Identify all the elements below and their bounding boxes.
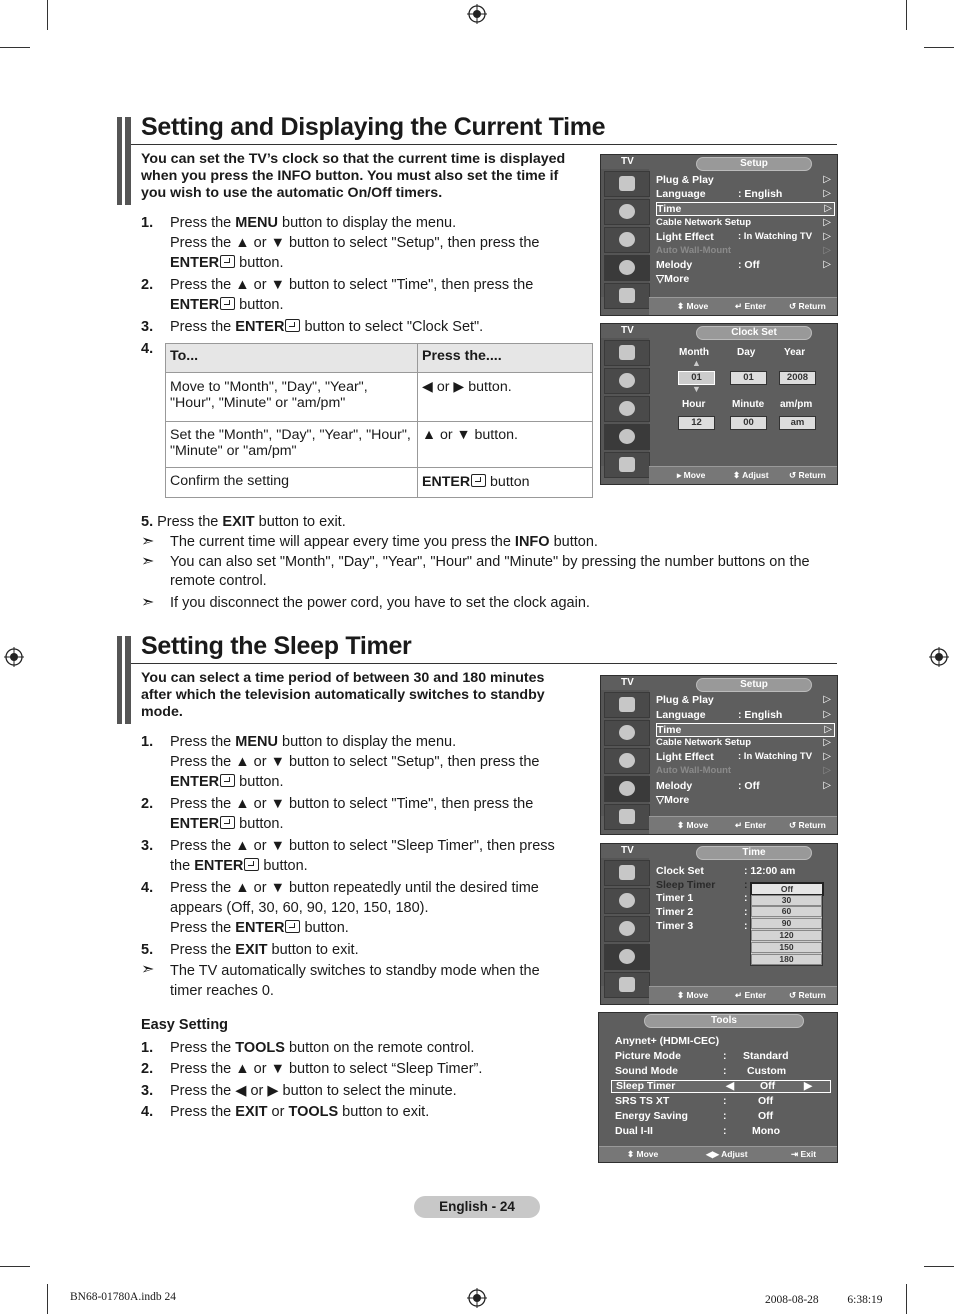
arrow-icon: ▷	[823, 174, 831, 185]
down-arrow-icon[interactable]: ▼	[692, 384, 701, 394]
channel-icon	[604, 748, 650, 774]
note-text: You can also set "Month", "Day", "Year", "Hour" and "Minute" by pressing the number buttons on the remote control.	[170, 554, 810, 589]
input-icon	[604, 452, 650, 478]
crop-mark	[924, 1266, 954, 1267]
osd-menu-item[interactable]	[656, 779, 833, 793]
sound-icon	[604, 199, 650, 225]
registration-mark-icon	[929, 647, 949, 667]
sleep-option[interactable]: 180	[751, 954, 822, 965]
step-number: 4.	[141, 880, 154, 896]
step-text: button.	[259, 858, 308, 874]
page-number-badge: English - 24	[414, 1196, 540, 1218]
osd-menu-item-selected[interactable]	[656, 202, 835, 216]
step-number: 5.	[141, 514, 154, 530]
tools-item-label: Energy Saving	[615, 1110, 688, 1122]
enter-hint: ↵ Enter	[735, 820, 767, 830]
step-text: Press the	[170, 1104, 236, 1120]
osd-item-value: : English	[738, 188, 783, 200]
step-key: MENU	[235, 215, 278, 231]
osd-menu-item[interactable]	[656, 272, 833, 286]
return-hint: ↺ Return	[789, 301, 826, 311]
osd-header: Setup	[696, 678, 812, 692]
tools-item-label: Dual I-II	[615, 1125, 653, 1137]
osd-sidebar	[601, 858, 649, 986]
arrow-icon: ▷	[823, 737, 831, 748]
year-field[interactable]: 2008	[779, 371, 816, 385]
osd-menu-item[interactable]	[656, 708, 833, 722]
step-number: 3.	[141, 1083, 154, 1099]
tools-item-value: Off	[758, 1110, 774, 1122]
input-icon	[604, 972, 650, 998]
osd-item-label: Sleep Timer	[656, 879, 716, 891]
crop-mark	[47, 0, 48, 30]
arrow-icon: ▷	[823, 231, 831, 242]
return-hint: ↺ Return	[789, 820, 826, 830]
osd-label: TV	[621, 677, 634, 688]
table-cell: Move to "Month", "Day", "Year", "Hour", "Minute" or "am/pm"	[166, 373, 418, 422]
sleep-option[interactable]: 30	[751, 895, 822, 906]
table-header: To...	[166, 344, 418, 373]
month-field[interactable]: 01	[678, 371, 715, 385]
step-key: EXIT	[235, 942, 268, 958]
tools-item-sep: :	[723, 1065, 727, 1077]
step-number: 3.	[141, 838, 154, 854]
step-text: Press the ▲ or ▼ button to select "Setup", then press the	[170, 235, 540, 251]
section-intro: You can select a time period of between 30 and 180 minutes after which the television automatically switches to standby mode.	[141, 670, 545, 720]
note-arrow-icon: ➣	[141, 553, 155, 570]
table-cell	[418, 468, 593, 498]
right-arrow-icon: ▶	[804, 1080, 813, 1092]
arrow-icon: ▷	[823, 245, 831, 256]
osd-label: TV	[621, 156, 634, 167]
step-key: ENTER	[194, 858, 244, 874]
clock-instructions-table	[165, 343, 593, 498]
step-text: the	[170, 858, 195, 874]
osd-item-label: Timer 2	[656, 906, 694, 918]
channel-icon	[604, 916, 650, 942]
step-text: Press the	[170, 1040, 236, 1056]
osd-footer	[649, 816, 837, 834]
osd-item-label: Cable Network Setup	[656, 217, 752, 228]
crop-mark	[924, 47, 954, 48]
tools-item-value: Off	[760, 1080, 776, 1092]
step-key: MENU	[235, 734, 278, 750]
setup-icon	[604, 424, 650, 450]
note-arrow-icon: ➣	[141, 961, 155, 978]
osd-menu-item[interactable]: Timer 3 :	[656, 920, 748, 932]
step-text: Press the ▲ or ▼ button to select "Time", then press the	[170, 277, 534, 293]
table-header: Press the....	[418, 344, 593, 373]
enter-hint: ↵ Enter	[735, 990, 767, 1000]
step-text: button.	[235, 255, 284, 271]
crop-mark	[906, 1284, 907, 1314]
osd-item-label: Time	[657, 203, 682, 215]
crop-mark	[47, 1284, 48, 1314]
sleep-option[interactable]: 60	[751, 906, 822, 917]
step-number: 2.	[141, 277, 154, 293]
osd-item-label: Language	[656, 188, 706, 200]
registration-mark-icon	[4, 647, 24, 667]
tools-item-sep: :	[723, 1050, 727, 1062]
osd-menu-item	[656, 244, 833, 258]
osd-item-label: Timer 1	[656, 892, 694, 904]
osd-setup-menu	[600, 154, 838, 316]
arrow-icon: ▷	[823, 780, 831, 791]
enter-icon	[285, 319, 300, 332]
osd-footer	[649, 297, 837, 315]
section-rule	[131, 144, 837, 145]
osd-item-value: : In Watching TV	[738, 231, 813, 242]
osd-item-label: Melody	[656, 259, 693, 271]
table-cell-text: button	[486, 474, 530, 490]
exit-hint: ⇥ Exit	[791, 1149, 817, 1159]
osd-item-value: : In Watching TV	[738, 751, 813, 762]
note-text: button.	[549, 534, 598, 550]
print-timestamp: 2008-08-28 6:38:19	[765, 1294, 883, 1306]
return-hint: ↺ Return	[789, 470, 826, 480]
step-text: Press the	[170, 942, 236, 958]
channel-icon	[604, 227, 650, 253]
osd-clock-set	[600, 323, 838, 485]
step-text: button to exit.	[267, 942, 359, 958]
step-key: EXIT	[235, 1104, 268, 1120]
step-number: 1.	[141, 215, 154, 231]
osd-footer	[649, 466, 837, 484]
step-5	[141, 513, 346, 532]
step-key: ENTER	[170, 774, 220, 790]
step-number: 2.	[141, 1061, 154, 1077]
osd-sidebar	[601, 169, 649, 297]
step-key: ENTER	[235, 319, 285, 335]
step-text: appears (Off, 30, 60, 90, 120, 150, 180).	[170, 900, 429, 916]
arrow-icon: ▷	[823, 751, 831, 762]
step-key: ENTER	[170, 297, 220, 313]
move-hint: ⬍ Move	[627, 1149, 659, 1159]
enter-icon	[471, 474, 486, 487]
sleep-option[interactable]: 150	[751, 942, 822, 953]
osd-item-value: : Off	[738, 780, 760, 792]
minute-field[interactable]: 00	[730, 416, 767, 430]
osd-menu-item[interactable]	[656, 173, 833, 187]
move-hint: ⬍ Move	[677, 301, 709, 311]
step-number: 5.	[141, 942, 154, 958]
tools-item[interactable]	[615, 1124, 827, 1138]
step-number: 2.	[141, 796, 154, 812]
osd-item-label: Melody	[656, 780, 693, 792]
tools-item-label: Anynet+ (HDMI-CEC)	[615, 1035, 720, 1047]
crop-mark	[0, 47, 30, 48]
table-cell: Set the "Month", "Day", "Year", "Hour", "Minute" or "am/pm"	[166, 422, 418, 468]
osd-item-label: Timer 3	[656, 920, 694, 932]
step-key: ENTER	[422, 474, 471, 490]
osd-item-label: Time	[657, 724, 682, 736]
step-text: Press the ▲ or ▼ button repeatedly until the desired time	[170, 880, 539, 896]
osd-item-label: Light Effect	[656, 751, 714, 763]
tools-item[interactable]	[615, 1109, 827, 1123]
osd-item-value: : 12:00 am	[744, 865, 796, 877]
osd-menu-item[interactable]	[656, 230, 833, 244]
tools-item-sep: :	[723, 1125, 727, 1137]
osd-menu-item[interactable]	[656, 187, 833, 201]
tools-item[interactable]	[615, 1094, 827, 1108]
osd-menu-item[interactable]	[656, 258, 833, 272]
step-text: Press the	[170, 319, 236, 335]
osd-footer	[649, 986, 837, 1004]
tools-item[interactable]	[615, 1034, 827, 1048]
osd-item-label: Auto Wall-Mount	[656, 765, 732, 776]
picture-icon	[604, 171, 650, 197]
osd-sidebar	[601, 338, 649, 466]
note-arrow-icon: ➣	[141, 594, 155, 611]
osd-menu-item[interactable]: Timer 2 :	[656, 906, 748, 918]
sound-icon	[604, 888, 650, 914]
crop-mark	[906, 0, 907, 30]
print-file-name: BN68-01780A.indb 24	[70, 1291, 177, 1303]
setup-icon	[604, 776, 650, 802]
step-key: TOOLS	[235, 1040, 285, 1056]
table-cell: ◀ or ▶ button.	[418, 373, 593, 422]
osd-menu-item[interactable]	[656, 216, 833, 230]
step-text: Press the	[153, 514, 223, 530]
setup-icon	[604, 944, 650, 970]
osd-header: Tools	[644, 1014, 804, 1028]
arrow-icon: ▷	[823, 217, 831, 228]
tools-item-value: Mono	[752, 1125, 780, 1137]
osd-item-label: Plug & Play	[656, 694, 714, 706]
section-bar	[117, 636, 131, 724]
osd-sidebar	[601, 690, 649, 816]
step-text: button.	[235, 774, 284, 790]
crop-mark	[0, 1266, 30, 1267]
table-row	[166, 422, 593, 468]
osd-menu-item[interactable]	[656, 736, 833, 750]
tools-item-value: Custom	[747, 1065, 787, 1077]
tools-item[interactable]	[615, 1064, 827, 1078]
arrow-icon: ▷	[824, 203, 832, 214]
step-text: button to select "Clock Set".	[300, 319, 484, 335]
step-text: button.	[235, 816, 284, 832]
step-text: or	[267, 1104, 289, 1120]
step-text: button.	[300, 920, 349, 936]
step-text: Press the ▲ or ▼ button to select "Setup", then press the	[170, 754, 540, 770]
osd-tools-menu	[598, 1012, 838, 1163]
sound-icon	[604, 368, 650, 394]
sound-icon	[604, 720, 650, 746]
osd-footer	[599, 1146, 837, 1162]
move-hint: ▸ Move	[677, 470, 706, 480]
step-number: 1.	[141, 734, 154, 750]
step-key: TOOLS	[288, 1104, 339, 1120]
step-text: Press the ▲ or ▼ button to select "Time", then press the	[170, 796, 534, 812]
osd-header: Setup	[696, 157, 812, 171]
osd-menu-item[interactable]	[656, 864, 833, 878]
step-text: button to exit.	[254, 514, 346, 530]
adjust-hint: ◀▶ Adjust	[706, 1149, 748, 1159]
tools-item[interactable]	[615, 1049, 827, 1063]
osd-item-label: Auto Wall-Mount	[656, 245, 732, 256]
picture-icon	[604, 692, 650, 718]
note-text: The current time will appear every time you press the	[170, 534, 515, 550]
easy-setting-title: Easy Setting	[141, 1017, 229, 1033]
tools-item-label: Picture Mode	[615, 1050, 681, 1062]
osd-header: Clock Set	[696, 326, 812, 340]
arrow-icon: ▷	[823, 709, 831, 720]
osd-menu-item-selected[interactable]	[656, 723, 835, 737]
osd-item-label: Plug & Play	[656, 174, 714, 186]
step-key: INFO	[514, 534, 550, 550]
arrow-icon: ▷	[824, 724, 832, 735]
section-title: Setting the Sleep Timer	[141, 632, 412, 660]
step-key: ENTER	[235, 920, 285, 936]
input-icon	[604, 283, 650, 309]
tools-item-label: Sound Mode	[615, 1065, 678, 1077]
enter-icon	[285, 920, 300, 933]
input-icon	[604, 804, 650, 830]
osd-menu-item[interactable]	[656, 693, 833, 707]
enter-icon	[220, 816, 235, 829]
step-number: 4.	[141, 1104, 154, 1120]
osd-time-menu	[600, 843, 838, 1005]
arrow-icon: ▷	[823, 765, 831, 776]
arrow-icon: ▷	[823, 694, 831, 705]
osd-item-label: Language	[656, 709, 706, 721]
enter-hint: ↵ Enter	[735, 301, 767, 311]
osd-item-label: Clock Set	[656, 865, 704, 877]
minute-label: Minute	[732, 399, 765, 410]
step-text: Press the ◀ or ▶ button to select the minute.	[170, 1083, 457, 1099]
note-arrow-icon: ➣	[141, 533, 155, 550]
osd-menu-item[interactable]	[656, 750, 833, 764]
enter-icon	[244, 858, 259, 871]
table-header-row	[166, 344, 593, 373]
step-text: Press the	[170, 734, 236, 750]
osd-menu-item[interactable]: Timer 1 :	[656, 892, 748, 904]
year-label: Year	[784, 347, 806, 358]
return-hint: ↺ Return	[789, 990, 826, 1000]
note-text: If you disconnect the power cord, you have to set the clock again.	[170, 595, 590, 611]
tools-item-sep: :	[723, 1110, 727, 1122]
registration-mark-icon	[467, 1288, 487, 1308]
left-arrow-icon: ◀	[726, 1080, 735, 1092]
enter-icon	[220, 774, 235, 787]
adjust-hint: ⬍ Adjust	[733, 470, 769, 480]
arrow-icon: ▷	[823, 188, 831, 199]
tools-item-label: SRS TS XT	[615, 1095, 670, 1107]
hour-label: Hour	[682, 399, 706, 410]
osd-menu-item	[656, 764, 833, 778]
osd-setup-menu	[600, 675, 838, 835]
step-text: Press the	[170, 920, 236, 936]
registration-mark-icon	[467, 4, 487, 24]
table-cell: Confirm the setting	[166, 468, 418, 498]
osd-item-label: Cable Network Setup	[656, 737, 752, 748]
hour-field[interactable]: 12	[678, 416, 715, 430]
tools-item-sep: :	[723, 1095, 727, 1107]
step-text: button to display the menu.	[277, 215, 457, 231]
step-number: 3.	[141, 319, 154, 335]
step-number: 4.	[141, 341, 154, 357]
picture-icon	[604, 340, 650, 366]
step-text: button on the remote control.	[284, 1040, 475, 1056]
note-text: The TV automatically switches to standby mode when the timer reaches 0.	[170, 963, 540, 999]
up-arrow-icon[interactable]: ▲	[692, 358, 701, 368]
osd-header: Time	[696, 846, 812, 860]
tools-item-label: Sleep Timer	[616, 1080, 676, 1092]
sleep-option[interactable]: Off	[750, 882, 824, 896]
osd-item-label: ▽More	[656, 273, 690, 285]
step-text: button.	[235, 297, 284, 313]
osd-item-value: : Off	[738, 259, 760, 271]
tools-item-value: Off	[758, 1095, 774, 1107]
month-label: Month	[679, 347, 709, 358]
table-cell: ▲ or ▼ button.	[418, 422, 593, 468]
ampm-field[interactable]: am	[779, 416, 816, 430]
enter-icon	[220, 255, 235, 268]
osd-item-label: Light Effect	[656, 231, 714, 243]
step-text: Press the ▲ or ▼ button to select “Sleep Timer”.	[170, 1061, 483, 1077]
osd-menu-item[interactable]	[656, 793, 833, 807]
osd-label: TV	[621, 325, 634, 336]
enter-icon	[220, 297, 235, 310]
tools-item-value: Standard	[743, 1050, 789, 1062]
step-number: 1.	[141, 1040, 154, 1056]
step-text: button to display the menu.	[277, 734, 457, 750]
picture-icon	[604, 860, 650, 886]
table-row	[166, 468, 593, 498]
step-key: EXIT	[222, 514, 255, 530]
day-field[interactable]: 01	[730, 371, 767, 385]
osd-item-label: ▽More	[656, 794, 690, 806]
day-label: Day	[737, 347, 756, 358]
arrow-icon: ▷	[823, 259, 831, 270]
move-hint: ⬍ Move	[677, 820, 709, 830]
setup-icon	[604, 255, 650, 281]
osd-label: TV	[621, 845, 634, 856]
sleep-option[interactable]: 90	[751, 918, 822, 929]
tools-item-selected[interactable]	[611, 1080, 831, 1093]
move-hint: ⬍ Move	[677, 990, 709, 1000]
osd-menu-item-selected[interactable]: Sleep Timer :	[656, 879, 748, 891]
section-intro: You can set the TV’s clock so that the current time is displayed when you press the INFO button. You must also set the time if you wish to use the automatic On/Off timers.	[141, 151, 566, 201]
section-bar	[117, 117, 131, 205]
sleep-option[interactable]: 120	[751, 930, 822, 941]
step-text: Press the ▲ or ▼ button to select "Sleep Timer", then press	[170, 838, 555, 854]
step-text: Press the	[170, 215, 236, 231]
channel-icon	[604, 396, 650, 422]
step-text: button to exit.	[338, 1104, 430, 1120]
osd-item-value: : English	[738, 709, 783, 721]
section-title: Setting and Displaying the Current Time	[141, 113, 606, 141]
section-rule	[131, 663, 837, 664]
table-row	[166, 373, 593, 422]
ampm-label: am/pm	[780, 399, 813, 410]
step-key: ENTER	[170, 816, 220, 832]
step-key: ENTER	[170, 255, 220, 271]
